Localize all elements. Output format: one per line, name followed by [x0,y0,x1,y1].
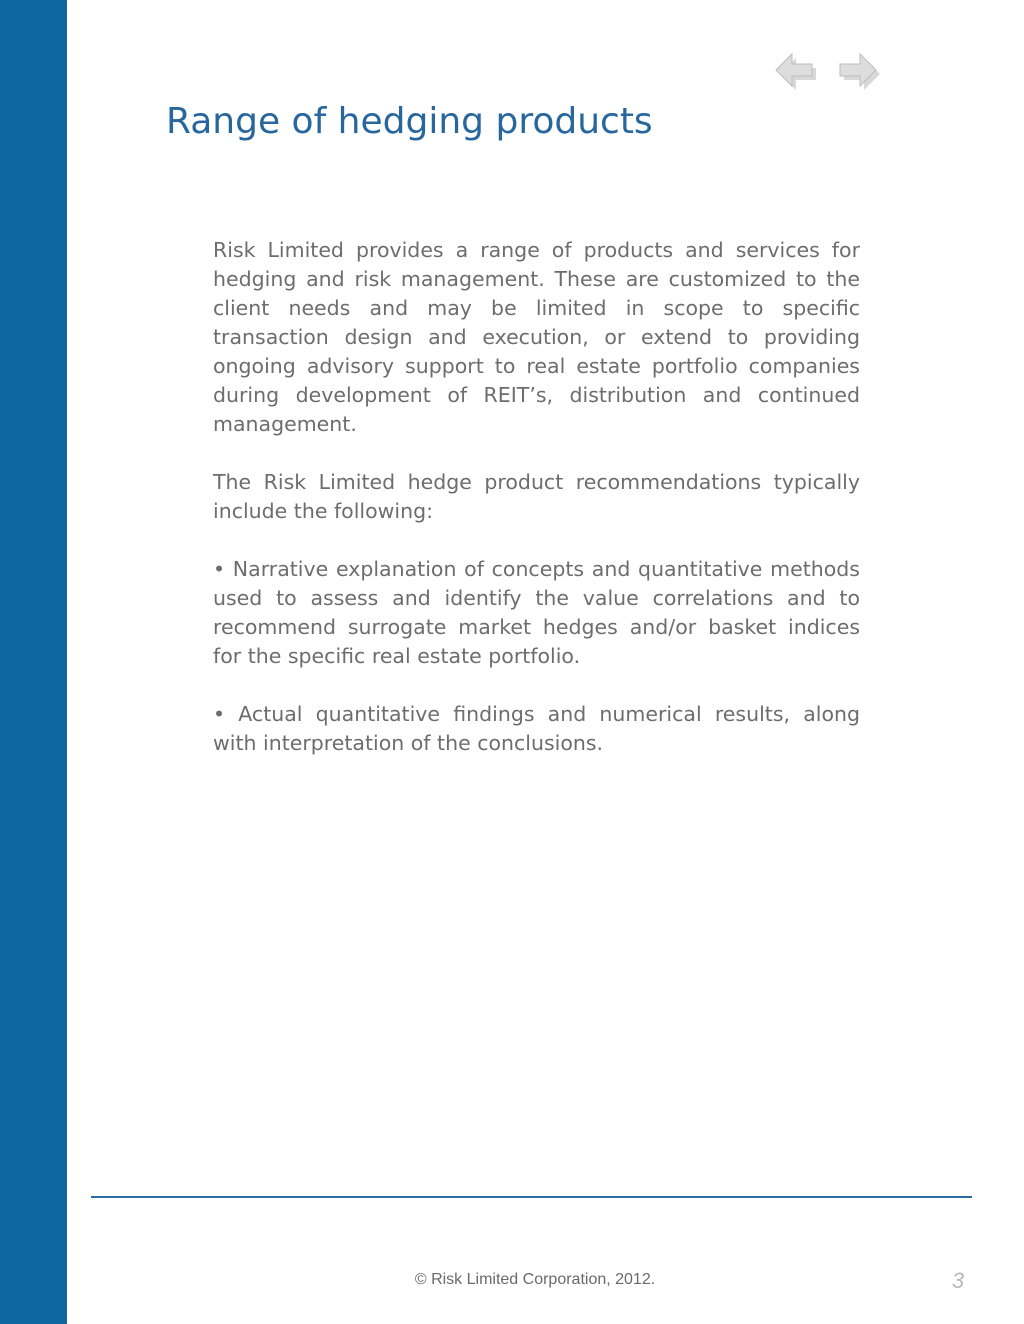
slide-title: Range of hedging products [166,101,653,142]
copyright-notice: © Risk Limited Corporation, 2012. [414,1271,656,1288]
left-accent-bar [0,0,67,1324]
arrow-right-icon [836,46,882,94]
slide-body [213,236,860,787]
previous-slide-button[interactable] [774,46,820,94]
next-slide-button[interactable] [836,46,882,94]
slide-navigation [774,46,884,96]
bullet-quantitative-findings: • Actual quantitative findings and numerical results, along with interpretation of the conclusions. [213,702,860,755]
page-number: 3 [951,1268,965,1293]
arrow-left-icon [774,46,820,94]
recommendations-paragraph: The Risk Limited hedge product recommendations typically include the following: [213,470,860,523]
bullet-narrative-explanation: • Narrative explanation of concepts and quantitative methods used to assess and identify the value correlations and to recommend surrogate market hedges and/or basket indices for the specific real estate portfolio. [213,557,860,668]
footer-divider [91,1196,972,1198]
intro-paragraph: Risk Limited provides a range of products and services for hedging and risk management. These are customized to the client needs and may be limited in scope to specific transaction design and execution, or extend to providing ongoing advisory support to real estate portfolio companies during development of REIT’s, distribution and continued management. [213,238,860,436]
